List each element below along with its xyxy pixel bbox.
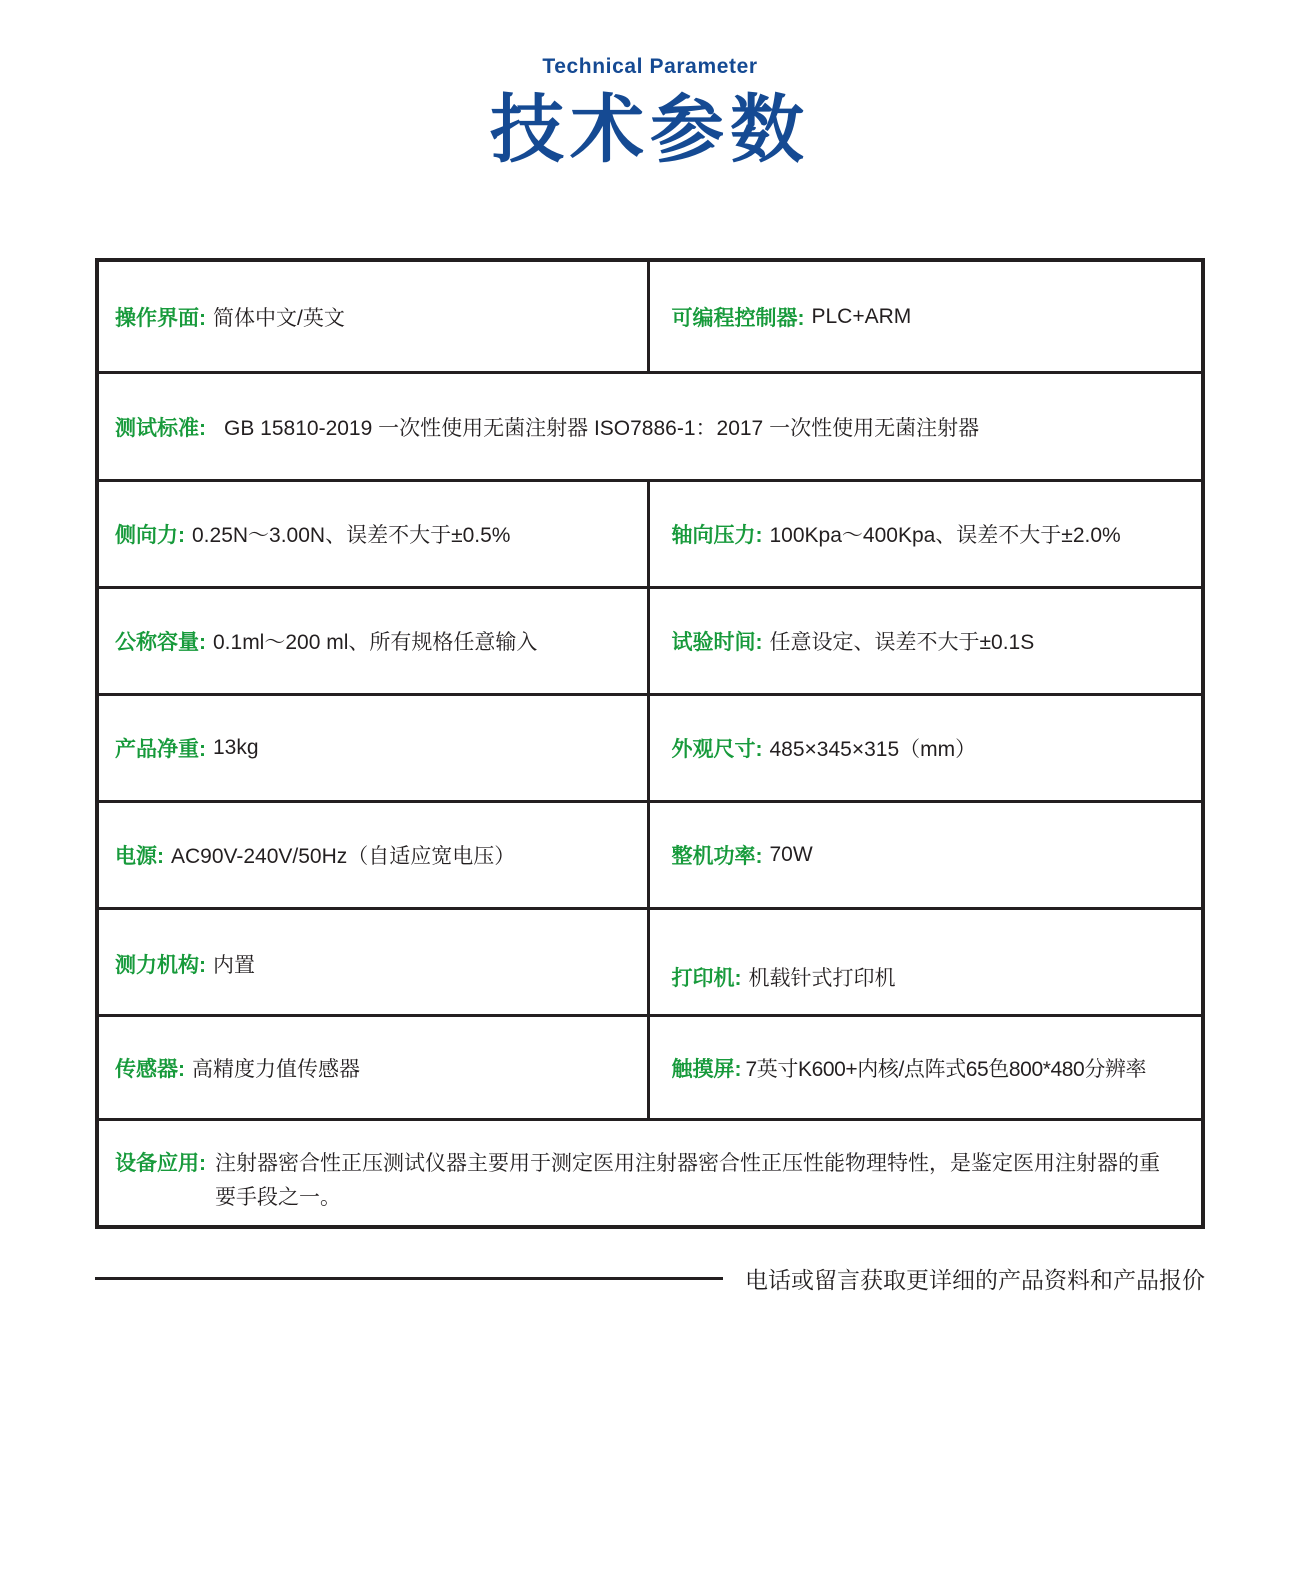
table-row xyxy=(99,910,1201,1017)
spec-cell-lateral-force xyxy=(99,482,650,586)
spec-label: 可编程控制器: xyxy=(671,306,805,330)
spec-label: 外观尺寸: xyxy=(671,738,763,761)
page-title: 技术参数 xyxy=(490,88,810,171)
spec-cell-plc xyxy=(650,262,1202,371)
table-row xyxy=(99,1017,1201,1121)
technical-parameter-table xyxy=(95,258,1205,1229)
spec-cell-net-weight xyxy=(99,696,650,800)
spec-cell-test-time xyxy=(650,589,1202,693)
spec-cell-total-power xyxy=(650,803,1202,907)
spec-label: 电源: xyxy=(115,845,164,868)
spec-cell-sensor xyxy=(99,1017,650,1118)
table-row xyxy=(99,589,1201,696)
table-row xyxy=(99,482,1201,589)
spec-value: 100Kpa～400Kpa、误差不大于±2.0% xyxy=(769,524,1121,547)
spec-value: PLC+ARM xyxy=(811,304,912,328)
spec-label: 试验时间: xyxy=(671,631,763,654)
spec-label: 测力机构: xyxy=(115,954,206,977)
table-row xyxy=(99,803,1201,910)
spec-value: 13kg xyxy=(213,736,259,759)
spec-cell-power-supply xyxy=(99,803,650,907)
spec-label: 侧向力: xyxy=(115,524,185,547)
spec-value: AC90V-240V/50Hz（自适应宽电压） xyxy=(171,845,516,868)
spec-cell-dimensions xyxy=(650,696,1202,800)
spec-cell-nominal-capacity xyxy=(99,589,650,693)
spec-value: 0.25N～3.00N、误差不大于±0.5% xyxy=(192,524,511,547)
spec-value: 485×345×315（mm） xyxy=(769,738,977,761)
spec-value: 任意设定、误差不大于±0.1S xyxy=(769,631,1035,654)
spec-value: 高精度力值传感器 xyxy=(192,1057,360,1081)
table-row xyxy=(99,262,1201,374)
spec-cell-equipment-application xyxy=(99,1121,1201,1225)
spec-value: 0.1ml～200 ml、所有规格任意输入 xyxy=(213,631,538,654)
spec-value: GB 15810-2019 一次性使用无菌注射器 ISO7886-1：2017 一次性使用无菌注射器 xyxy=(224,416,980,440)
spec-label: 触摸屏: xyxy=(671,1057,742,1081)
spec-cell-printer xyxy=(650,910,1202,1014)
footer xyxy=(95,1262,1205,1295)
table-row xyxy=(99,374,1201,482)
spec-label: 打印机: xyxy=(671,967,742,990)
spec-value: 内置 xyxy=(213,954,255,977)
spec-label: 公称容量: xyxy=(115,631,206,654)
page-subtitle-en: Technical Parameter xyxy=(542,55,758,78)
spec-cell-test-standard xyxy=(99,374,1201,479)
spec-value: 机载针式打印机 xyxy=(748,967,896,990)
spec-cell-operation-interface xyxy=(99,262,650,371)
spec-cell-axial-pressure xyxy=(650,482,1202,586)
spec-label: 传感器: xyxy=(115,1057,185,1081)
spec-label: 测试标准: xyxy=(115,416,206,440)
table-row xyxy=(99,696,1201,803)
spec-label: 轴向压力: xyxy=(671,524,763,547)
spec-value: 简体中文/英文 xyxy=(213,306,345,330)
footer-divider-line xyxy=(95,1277,723,1280)
spec-label: 产品净重: xyxy=(115,738,206,761)
footer-note: 电话或留言获取更详细的产品资料和产品报价 xyxy=(745,1267,1205,1293)
spec-value: 7英寸K600+内核/点阵式65色800*480分辨率 xyxy=(745,1057,1147,1081)
spec-cell-touchscreen xyxy=(650,1017,1202,1118)
spec-value: 70W xyxy=(769,843,813,866)
spec-value: 注射器密合性正压测试仪器主要用于测定医用注射器密合性正压性能物理特性，是鉴定医用注射器的重要手段之一。 xyxy=(215,1152,1160,1209)
spec-label: 操作界面: xyxy=(115,306,206,330)
spec-label: 设备应用: xyxy=(115,1152,206,1175)
page-header xyxy=(0,0,1300,169)
spec-label: 整机功率: xyxy=(671,845,763,868)
table-row xyxy=(99,1121,1201,1225)
spec-cell-force-mechanism xyxy=(99,910,650,1014)
